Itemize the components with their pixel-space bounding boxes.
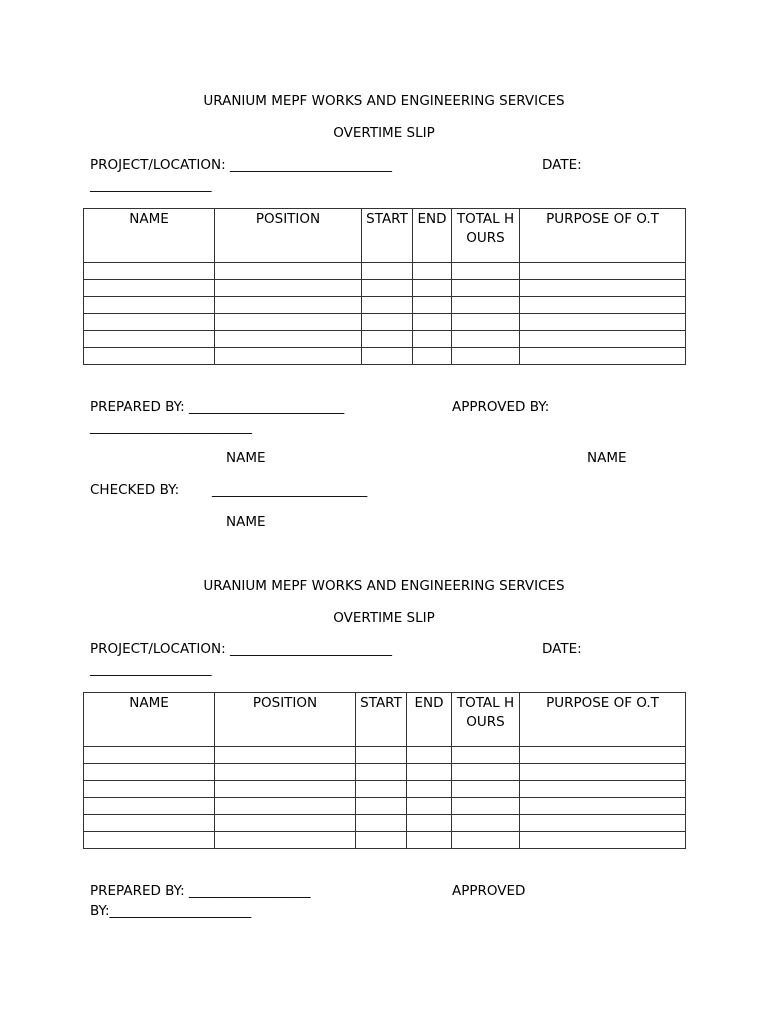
table-cell[interactable] <box>215 280 362 297</box>
date-label-2: DATE: <box>542 641 582 657</box>
table-cell[interactable] <box>356 747 407 764</box>
date-blank: __________________ <box>90 177 212 193</box>
table-row <box>84 348 686 365</box>
name-caption-prepared: NAME <box>226 450 266 466</box>
table-cell[interactable] <box>452 348 520 365</box>
table-cell[interactable] <box>84 815 215 832</box>
col-header-name: NAME <box>84 209 215 263</box>
col-header-position: POSITION <box>215 209 362 263</box>
table-cell[interactable] <box>407 815 452 832</box>
approved-by-label: APPROVED BY: <box>452 399 550 415</box>
table-cell[interactable] <box>356 764 407 781</box>
table-cell[interactable] <box>520 798 686 815</box>
col-header-purpose: PURPOSE OF O.T <box>520 209 686 263</box>
table-cell[interactable] <box>452 798 520 815</box>
approved-label-2: APPROVED <box>452 883 526 899</box>
company-title-2: URANIUM MEPF WORKS AND ENGINEERING SERVICES <box>203 578 565 594</box>
table-cell[interactable] <box>413 280 452 297</box>
table-cell[interactable] <box>362 297 413 314</box>
table-cell[interactable] <box>356 815 407 832</box>
table-row <box>84 263 686 280</box>
col-header-end: END <box>413 209 452 263</box>
table-cell[interactable] <box>407 781 452 798</box>
table-cell[interactable] <box>356 781 407 798</box>
table-cell[interactable] <box>407 747 452 764</box>
date-label: DATE: <box>542 157 582 173</box>
approved-by-blank: ________________________ <box>90 419 252 435</box>
table-cell[interactable] <box>362 331 413 348</box>
col-header-position: POSITION <box>215 693 356 747</box>
project-location-line-2: PROJECT/LOCATION: ________________________ <box>90 641 392 657</box>
table-row <box>84 832 686 849</box>
table-row <box>84 314 686 331</box>
table-cell[interactable] <box>215 798 356 815</box>
table-cell[interactable] <box>452 764 520 781</box>
table-cell[interactable] <box>520 832 686 849</box>
table-cell[interactable] <box>215 348 362 365</box>
table-cell[interactable] <box>520 348 686 365</box>
table-cell[interactable] <box>215 297 362 314</box>
prepared-by-line-2: PREPARED BY: __________________ <box>90 883 311 899</box>
table-cell[interactable] <box>215 263 362 280</box>
table-cell[interactable] <box>84 331 215 348</box>
col-header-total-hours: TOTAL HOURS <box>452 693 520 747</box>
table-cell[interactable] <box>215 314 362 331</box>
table-cell[interactable] <box>356 832 407 849</box>
table-cell[interactable] <box>520 297 686 314</box>
table-cell[interactable] <box>452 314 520 331</box>
table-cell[interactable] <box>407 764 452 781</box>
table-cell[interactable] <box>84 781 215 798</box>
col-header-start: START <box>362 209 413 263</box>
table-cell[interactable] <box>215 832 356 849</box>
table-cell[interactable] <box>215 331 362 348</box>
table-cell[interactable] <box>520 263 686 280</box>
table-cell[interactable] <box>84 747 215 764</box>
table-cell[interactable] <box>452 280 520 297</box>
table-cell[interactable] <box>452 781 520 798</box>
table-header-row <box>84 209 686 263</box>
table-cell[interactable] <box>413 331 452 348</box>
table-header-row <box>84 693 686 747</box>
table-cell[interactable] <box>413 297 452 314</box>
table-cell[interactable] <box>413 314 452 331</box>
table-row <box>84 798 686 815</box>
table-row <box>84 764 686 781</box>
table-cell[interactable] <box>520 331 686 348</box>
form-title: OVERTIME SLIP <box>333 125 435 141</box>
table-cell[interactable] <box>84 764 215 781</box>
table-cell[interactable] <box>520 314 686 331</box>
project-location-line: PROJECT/LOCATION: ________________________ <box>90 157 392 173</box>
table-cell[interactable] <box>362 263 413 280</box>
table-row <box>84 280 686 297</box>
table-cell[interactable] <box>84 280 215 297</box>
table-cell[interactable] <box>452 832 520 849</box>
table-cell[interactable] <box>84 798 215 815</box>
col-header-purpose: PURPOSE OF O.T <box>520 693 686 747</box>
table-cell[interactable] <box>413 263 452 280</box>
date-blank-2: __________________ <box>90 661 212 677</box>
table-cell[interactable] <box>452 815 520 832</box>
col-header-total-hours: TOTAL HOURS <box>452 209 520 263</box>
table-cell[interactable] <box>362 280 413 297</box>
table-cell[interactable] <box>520 764 686 781</box>
table-row <box>84 747 686 764</box>
table-cell[interactable] <box>520 747 686 764</box>
table-cell[interactable] <box>215 764 356 781</box>
table-cell[interactable] <box>520 815 686 832</box>
table-cell[interactable] <box>413 348 452 365</box>
approved-by-line-2: BY:_____________________ <box>90 903 252 919</box>
table-cell[interactable] <box>362 348 413 365</box>
checked-by-blank: _______________________ <box>212 482 368 498</box>
company-title: URANIUM MEPF WORKS AND ENGINEERING SERVICES <box>203 93 565 109</box>
table-cell[interactable] <box>84 314 215 331</box>
table-cell[interactable] <box>452 297 520 314</box>
col-header-name: NAME <box>84 693 215 747</box>
col-header-end: END <box>407 693 452 747</box>
table-row <box>84 815 686 832</box>
table-cell[interactable] <box>356 798 407 815</box>
name-caption-checked: NAME <box>226 514 266 530</box>
table-cell[interactable] <box>84 832 215 849</box>
prepared-by-line: PREPARED BY: _______________________ <box>90 399 345 415</box>
name-caption-approved: NAME <box>587 450 627 466</box>
table-row <box>84 297 686 314</box>
table-cell[interactable] <box>452 747 520 764</box>
table-cell[interactable] <box>215 747 356 764</box>
overtime-table <box>83 208 686 365</box>
table-cell[interactable] <box>84 297 215 314</box>
table-cell[interactable] <box>520 781 686 798</box>
table-cell[interactable] <box>362 314 413 331</box>
table-row <box>84 781 686 798</box>
col-header-start: START <box>356 693 407 747</box>
table-cell[interactable] <box>452 331 520 348</box>
table-cell[interactable] <box>215 815 356 832</box>
checked-by-label: CHECKED BY: <box>90 482 180 498</box>
table-cell[interactable] <box>84 263 215 280</box>
table-cell[interactable] <box>452 263 520 280</box>
table-row <box>84 331 686 348</box>
table-cell[interactable] <box>84 348 215 365</box>
table-cell[interactable] <box>407 798 452 815</box>
form-title-2: OVERTIME SLIP <box>333 610 435 626</box>
table-cell[interactable] <box>520 280 686 297</box>
table-cell[interactable] <box>407 832 452 849</box>
table-cell[interactable] <box>215 781 356 798</box>
overtime-table-2 <box>83 692 686 849</box>
